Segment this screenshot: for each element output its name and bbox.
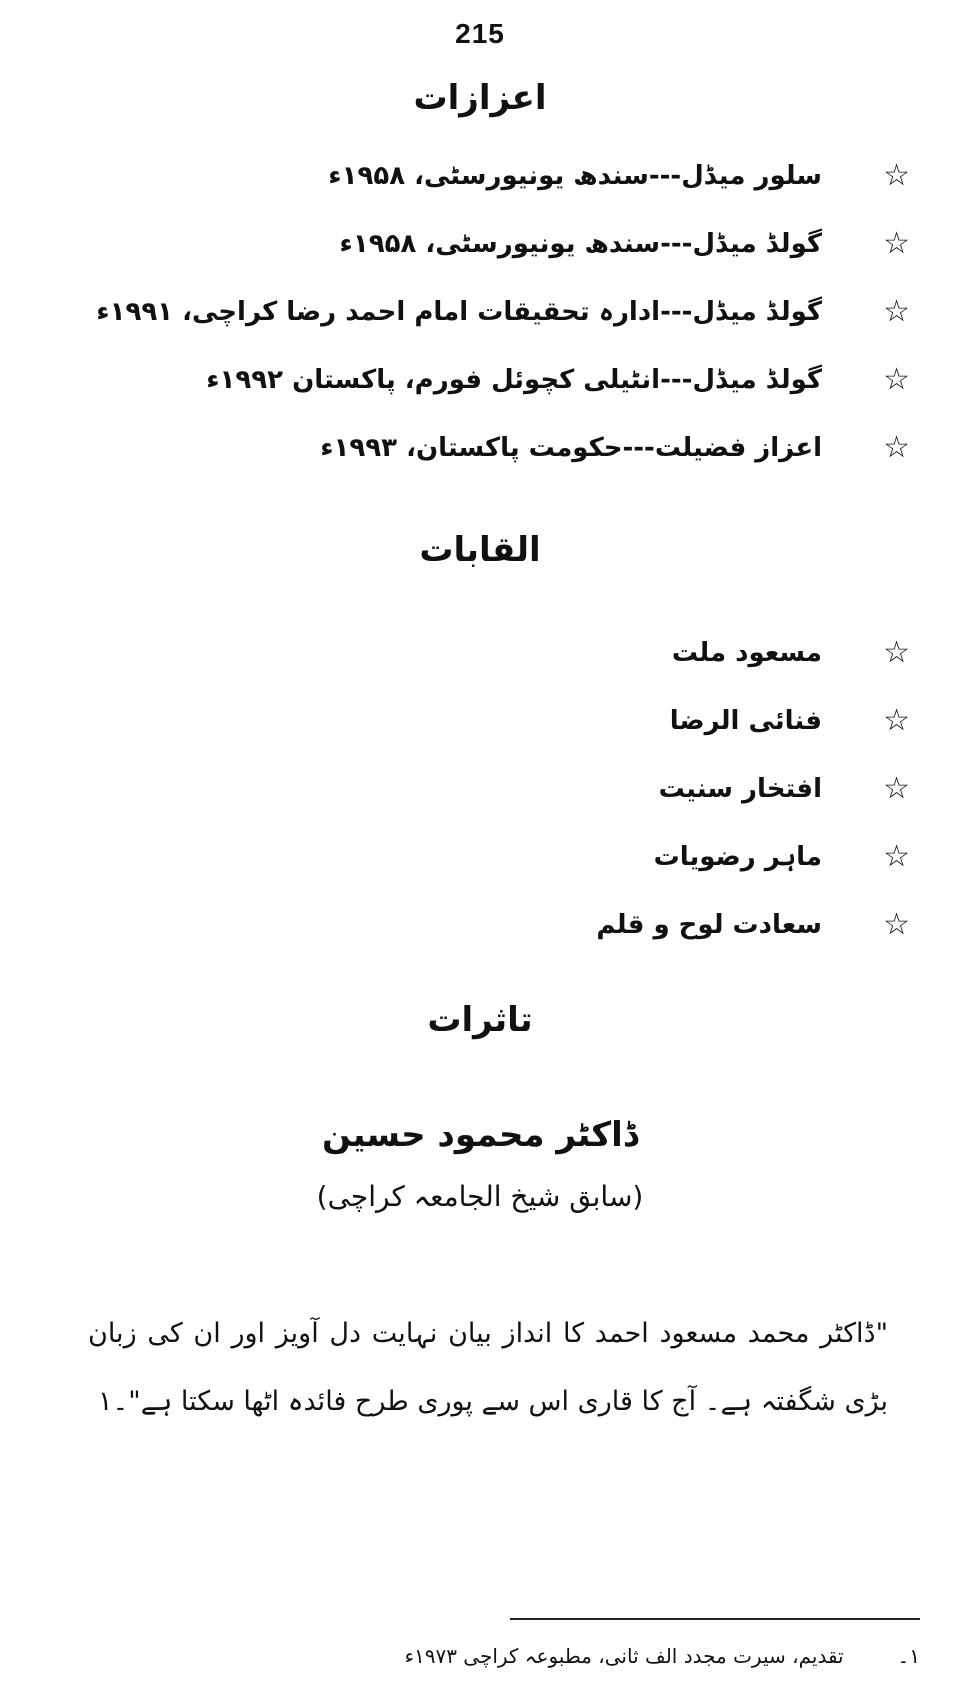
list-item <box>0 897 960 965</box>
title-text: افتخار سنیت <box>658 774 822 804</box>
award-text: گولڈ میڈل---ادارہ تحقیقات امام احمد رضا کراچی، ۱۹۹۱ء <box>96 297 822 327</box>
titles-heading: القابات <box>419 530 541 570</box>
star-icon: ☆ <box>883 158 910 193</box>
quote-paragraph: "ڈاکٹر محمد مسعود احمد کا انداز بیان نہایت دل آویز اور ان کی زبان بڑی شگفتہ ہے۔ آج کا قاری اس سے پوری طرح فائدہ اٹھا سکتا ہے"۔۱ <box>88 1318 888 1417</box>
list-item <box>0 693 960 761</box>
list-item <box>0 625 960 693</box>
footnote-text: تقدیم، سیرت مجدد الف ثانی، مطبوعہ کراچی ۱۹۷۳ء <box>404 1644 844 1668</box>
star-icon: ☆ <box>883 839 910 874</box>
title-text: فنائی الرضا <box>669 706 822 736</box>
star-icon: ☆ <box>883 703 910 738</box>
footnote-divider <box>510 1618 920 1620</box>
award-text: گولڈ میڈل---انٹیلی کچوئل فورم، پاکستان ۱۹۹۲ء <box>206 365 822 395</box>
title-text: سعادت لوح و قلم <box>596 910 822 940</box>
page-number: 215 <box>455 18 505 49</box>
award-text: اعزاز فضیلت---حکومت پاکستان، ۱۹۹۳ء <box>320 433 822 463</box>
star-icon: ☆ <box>883 907 910 942</box>
star-icon: ☆ <box>883 294 910 329</box>
star-icon: ☆ <box>883 226 910 261</box>
footnote <box>40 1640 920 1672</box>
list-item <box>0 761 960 829</box>
titles-list <box>0 625 960 965</box>
award-text: سلور میڈل---سندھ یونیورسٹی، ۱۹۵۸ء <box>328 161 822 191</box>
list-item <box>0 216 960 284</box>
awards-heading: اعزازات <box>413 78 547 118</box>
impressions-heading: تاثرات <box>427 1000 533 1040</box>
list-item <box>0 148 960 216</box>
title-text: ماہر رضویات <box>653 842 822 872</box>
footnote-marker: ۱۔ <box>897 1644 920 1668</box>
star-icon: ☆ <box>883 362 910 397</box>
author-name: ڈاکٹر محمود حسین <box>322 1115 638 1155</box>
star-icon: ☆ <box>883 635 910 670</box>
list-item <box>0 829 960 897</box>
star-icon: ☆ <box>883 430 910 465</box>
awards-list <box>0 148 960 488</box>
list-item <box>0 284 960 352</box>
list-item <box>0 352 960 420</box>
star-icon: ☆ <box>883 771 910 806</box>
list-item <box>0 420 960 488</box>
author-affiliation: (سابق شیخ الجامعہ کراچی) <box>316 1180 644 1213</box>
award-text: گولڈ میڈل---سندھ یونیورسٹی، ۱۹۵۸ء <box>339 229 822 259</box>
title-text: مسعود ملت <box>671 638 822 668</box>
